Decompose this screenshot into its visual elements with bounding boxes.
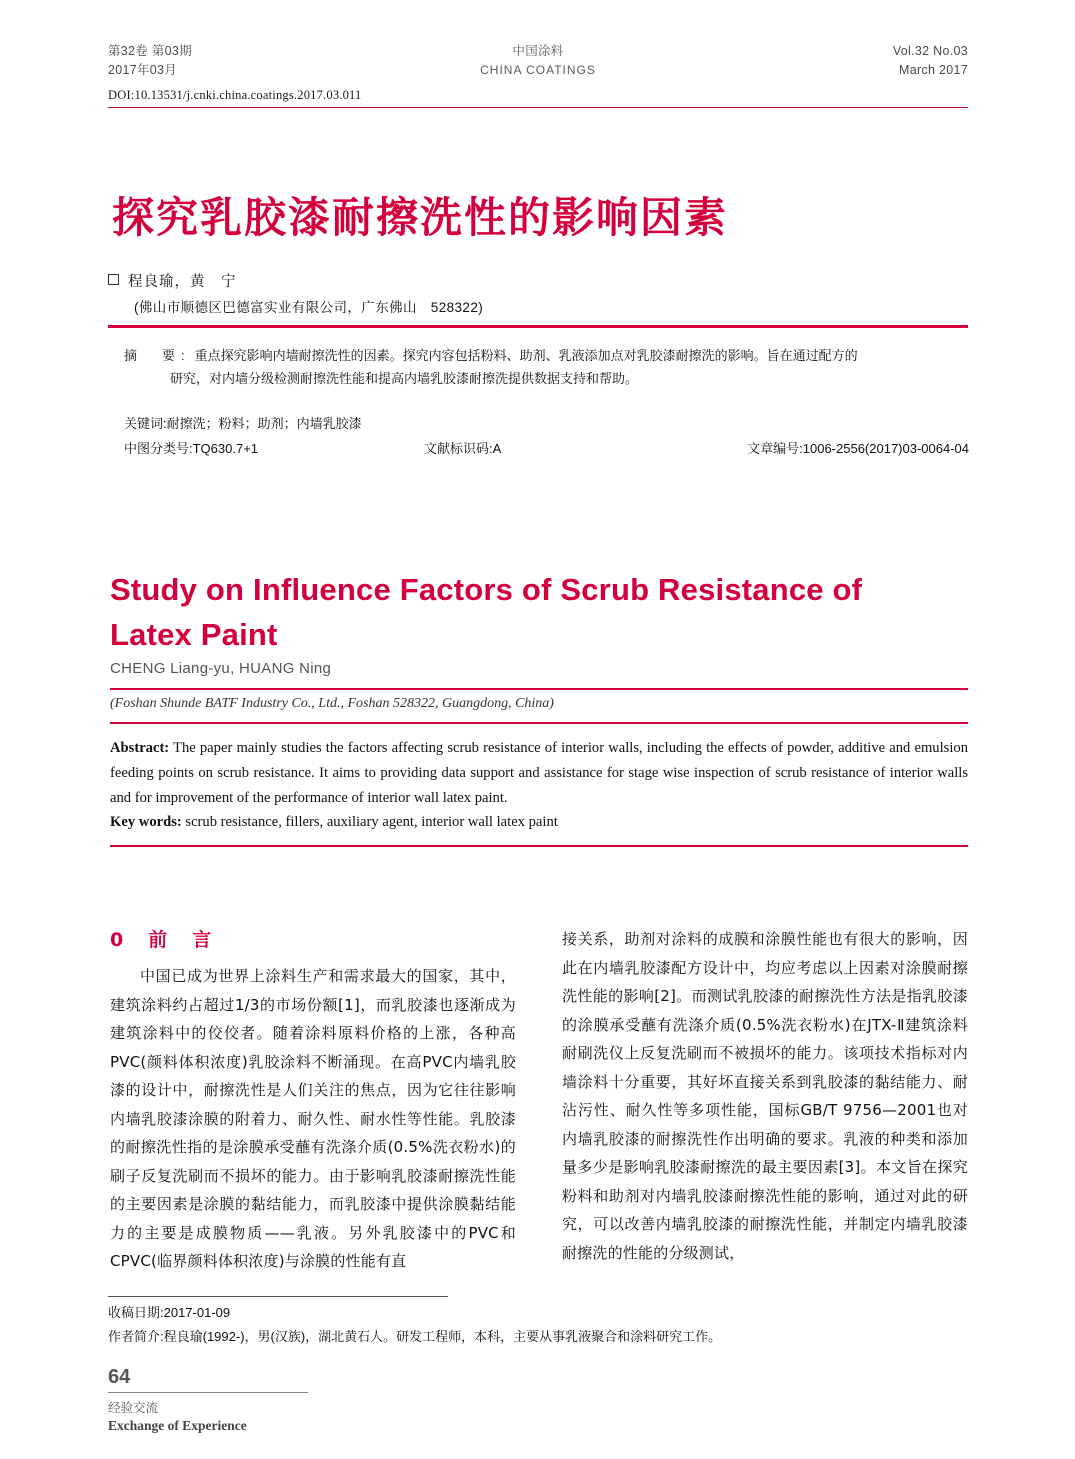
footnotes: [108, 1301, 968, 1349]
clc-number: 中图分类号:TQ630.7+1: [124, 441, 259, 456]
abstract-text-cn-line1: 重点探究影响内墙耐擦洗性的因素。探究内容包括粉料、助剂、乳液添加点对乳胶漆耐擦洗的影响。旨在通过配方的: [194, 348, 858, 363]
running-head: [108, 42, 968, 80]
keywords-text-en: scrub resistance, fillers, auxiliary agent, interior wall latex paint: [181, 814, 558, 830]
abstract-label-en: Abstract:: [110, 740, 170, 756]
volume-issue-en: Vol.32 No.03: [892, 44, 969, 58]
header-divider: [108, 107, 968, 108]
running-head-right: [681, 42, 968, 80]
abstract-en: [110, 736, 968, 811]
page-title-en: Study on Influence Factors of Scrub Resistance of Latex Paint: [110, 572, 863, 652]
abstract-label-cn: 摘 要:: [124, 348, 191, 363]
received-date: 收稿日期:2017-01-09: [108, 1305, 231, 1320]
affiliation-divider-en: [110, 722, 968, 724]
running-head-center: [395, 42, 682, 80]
journal-name-en: CHINA COATINGS: [480, 63, 596, 77]
column-name-en: Exchange of Experience: [108, 1418, 247, 1433]
column-divider: [108, 1392, 308, 1393]
volume-issue: 第32卷 第03期: [108, 44, 192, 58]
doi-text: DOI:10.13531/j.cnki.china.coatings.2017.03.011: [108, 88, 362, 102]
body-divider: [110, 845, 968, 847]
authors-en: CHENG Liang-yu, HUANG Ning: [110, 660, 332, 677]
journal-name-cn: 中国涂料: [512, 44, 564, 58]
author-bio: 作者简介:程良瑜(1992-)，男(汉族)，湖北黄石人。研发工程师，本科，主要从事乳液聚合和涂料研究工作。: [108, 1329, 722, 1344]
body-columns: [110, 925, 968, 1276]
running-head-left: [108, 42, 395, 80]
authors-divider-en: [110, 688, 968, 690]
keywords-label-en: Key words:: [110, 814, 182, 830]
abstract-cn: [124, 344, 969, 390]
abstract-text-cn-line2: 研究，对内墙分级检测耐擦洗性能和提高内墙乳胶漆耐擦洗提供数据支持和帮助。: [170, 371, 639, 386]
authors-cn: [108, 270, 968, 291]
body-paragraph-left: 中国已成为世界上涂料生产和需求最大的国家，其中，建筑涂料约占超过1/3的市场份额[1]，而乳胶漆也逐渐成为建筑涂料中的佼佼者。随着涂料原料价格的上涨，各种高PVC(颜料体积浓度)乳胶涂料不断涌现。在高PVC内墙乳胶漆的设计中，耐擦洗性是人们关注的焦点，因为它往往影响内墙乳胶漆涂膜的附着力、耐久性、耐水性等性能。乳胶漆的耐擦洗性指的是涂膜承受蘸有洗涤介质(0.5%洗衣粉水)的刷子反复洗刷而不损坏的能力。由于影响乳胶漆耐擦洗性能的主要因素是涂膜的黏结能力，而乳胶漆中提供涂膜黏结能力的主要是成膜物质——乳液。另外乳胶漆中的PVC和CPVC(临界颜料体积浓度)与涂膜的性能有直: [110, 967, 516, 1270]
section-heading-intro: 0 前 言: [110, 929, 215, 951]
keywords-cn: 关键词:耐擦洗；粉料；助剂；内墙乳胶漆: [124, 416, 362, 431]
affiliation-en: (Foshan Shunde BATF Industry Co., Ltd., Foshan 528322, Guangdong, China): [110, 696, 554, 711]
issue-date-en: March 2017: [899, 63, 969, 77]
article-number: 文章编号:1006-2556(2017)03-0064-04: [747, 441, 969, 456]
issue-date-cn: 2017年03月: [108, 63, 178, 77]
page-number: 64: [108, 1366, 131, 1388]
abstract-text-en: The paper mainly studies the factors affecting scrub resistance of interior walls, including the effects of powder, additive and emulsion feeding points on scrub resistance. It aims to providing data support and assistance for stage wise inspection of scrub resistance of interior walls and for improvement of the performance of interior wall latex paint.: [110, 740, 968, 806]
abstract-divider-cn: [108, 325, 968, 328]
keywords-en: [110, 810, 968, 835]
footnote-divider: [108, 1296, 448, 1297]
authors-cn-text: 程良瑜，黄 宁: [128, 274, 237, 290]
body-paragraph-right: 接关系，助剂对涂料的成膜和涂膜性能也有很大的影响，因此在内墙乳胶漆配方设计中，均应考虑以上因素对涂膜耐擦洗性能的影响[2]。而测试乳胶漆的耐擦洗性方法是指乳胶漆的涂膜承受蘸有洗涤介质(0.5%洗衣粉水)在JTX-Ⅱ建筑涂料耐刷洗仪上反复洗刷而不被损坏的能力。该项技术指标对内墙涂料十分重要，其好坏直接关系到乳胶漆的黏结能力、耐沾污性、耐久性等多项性能，国标GB/T 9756—2001也对内墙乳胶漆的耐擦洗性作出明确的要求。乳液的种类和添加量多少是影响乳胶漆耐擦洗的最主要因素[3]。本文旨在探究粉料和助剂对内墙乳胶漆耐擦洗性能的影响，通过对此的研究，可以改善内墙乳胶漆的耐擦洗性能，并制定内墙乳胶漆耐擦洗的性能的分级测试，: [562, 930, 968, 1262]
document-code: 文献标识码:A: [424, 441, 502, 456]
body-column-left: [110, 925, 516, 1276]
column-name-cn: 经验交流: [108, 1401, 159, 1415]
classification-codes-cn: [124, 438, 969, 457]
square-bullet-icon: [108, 274, 119, 285]
body-column-right: [562, 925, 968, 1276]
page-title-cn: 探究乳胶漆耐擦洗性的影响因素: [112, 193, 729, 242]
affiliation-cn: (佛山市顺德区巴德富实业有限公司，广东佛山 528322): [134, 300, 484, 315]
